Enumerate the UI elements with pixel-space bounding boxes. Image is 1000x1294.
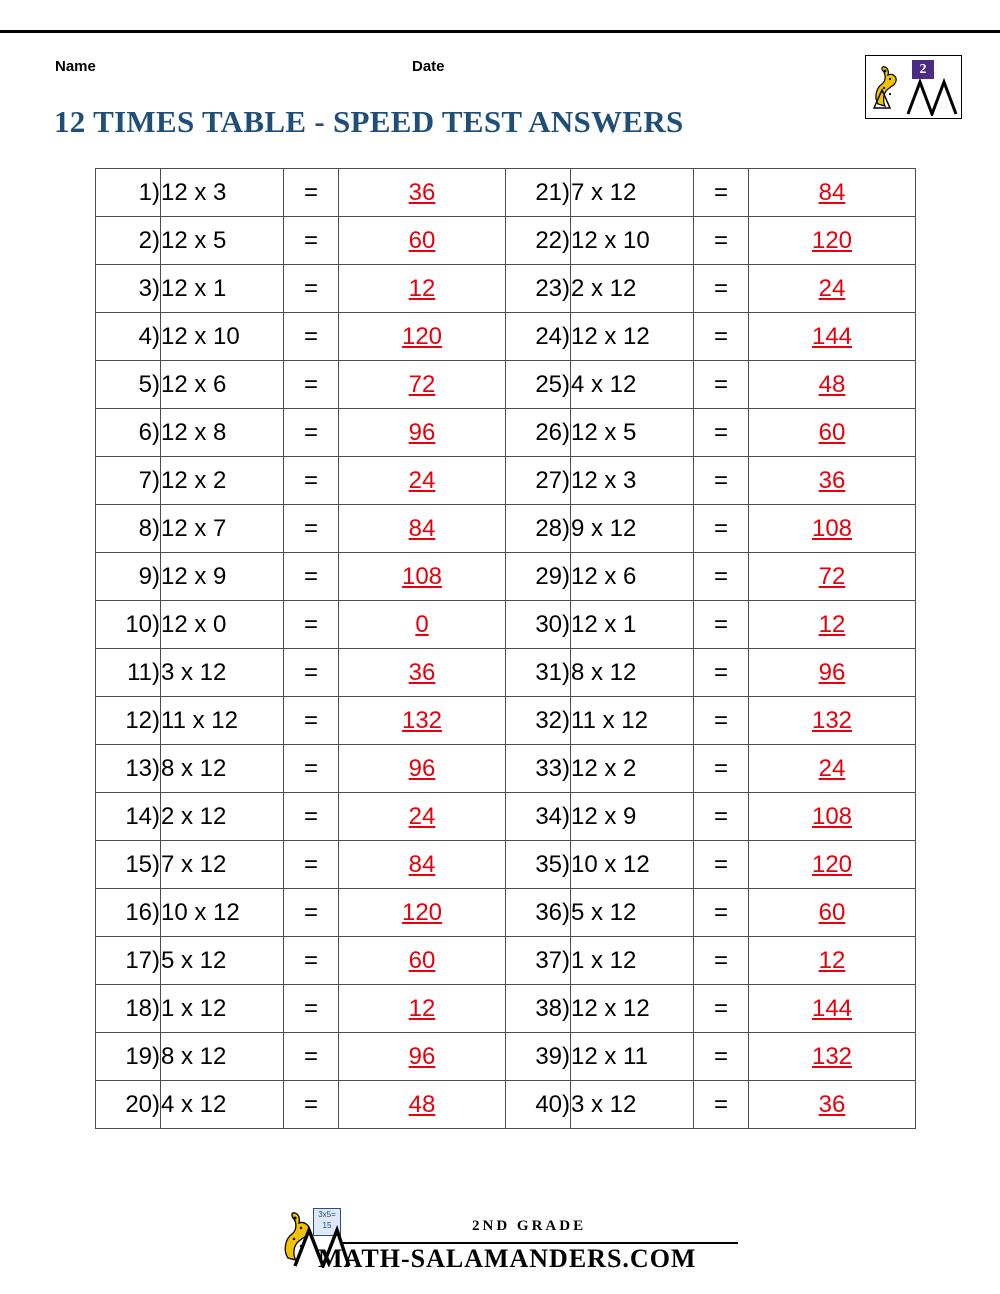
question-expression: 3 x 12 — [161, 649, 284, 697]
question-number: 7) — [96, 457, 161, 505]
equals-sign: = — [694, 793, 749, 841]
equals-sign: = — [694, 265, 749, 313]
equals-sign: = — [284, 937, 339, 985]
question-expression: 12 x 8 — [161, 409, 284, 457]
table-row — [96, 649, 916, 697]
question-expression: 12 x 9 — [161, 553, 284, 601]
question-number: 38) — [506, 985, 571, 1033]
answer-value — [339, 841, 506, 889]
equals-sign: = — [284, 553, 339, 601]
question-number: 34) — [506, 793, 571, 841]
answer-text: 24 — [818, 274, 846, 302]
answer-value — [339, 553, 506, 601]
question-expression: 12 x 2 — [571, 745, 694, 793]
answer-text: 36 — [408, 178, 436, 206]
answer-text: 84 — [408, 850, 436, 878]
question-expression: 12 x 11 — [571, 1033, 694, 1081]
question-expression: 12 x 10 — [571, 217, 694, 265]
answer-value — [339, 409, 506, 457]
page-title: 12 TIMES TABLE - SPEED TEST ANSWERS — [54, 104, 684, 139]
answer-value — [339, 649, 506, 697]
question-expression: 11 x 12 — [161, 697, 284, 745]
question-expression: 8 x 12 — [571, 649, 694, 697]
question-number: 39) — [506, 1033, 571, 1081]
table-row — [96, 457, 916, 505]
answer-value — [749, 601, 916, 649]
answer-value — [339, 937, 506, 985]
answer-text: 108 — [811, 802, 853, 830]
answer-text: 36 — [408, 658, 436, 686]
question-number: 1) — [96, 169, 161, 217]
speed-test-table — [95, 168, 916, 1129]
equals-sign: = — [694, 601, 749, 649]
answer-value — [339, 457, 506, 505]
footer-grade-label: 2ND GRADE — [472, 1218, 587, 1234]
question-number: 5) — [96, 361, 161, 409]
question-expression: 12 x 2 — [161, 457, 284, 505]
question-number: 24) — [506, 313, 571, 361]
answer-text: 36 — [818, 466, 846, 494]
question-expression: 10 x 12 — [161, 889, 284, 937]
question-expression: 12 x 7 — [161, 505, 284, 553]
answer-text: 60 — [408, 226, 436, 254]
question-expression: 7 x 12 — [161, 841, 284, 889]
equals-sign: = — [284, 601, 339, 649]
answer-value — [749, 745, 916, 793]
footer-mini-equation-line1: 3x5= — [318, 1210, 336, 1219]
answer-text: 60 — [408, 946, 436, 974]
question-expression: 12 x 9 — [571, 793, 694, 841]
question-number: 18) — [96, 985, 161, 1033]
table-row — [96, 265, 916, 313]
equals-sign: = — [284, 409, 339, 457]
answer-text: 96 — [408, 754, 436, 782]
math-salamanders-logo-badge — [865, 55, 962, 119]
answer-text: 132 — [811, 706, 853, 734]
question-expression: 12 x 1 — [161, 265, 284, 313]
equals-sign: = — [284, 457, 339, 505]
answer-text: 120 — [811, 226, 853, 254]
equals-sign: = — [284, 697, 339, 745]
answer-value — [749, 649, 916, 697]
question-number: 16) — [96, 889, 161, 937]
equals-sign: = — [694, 841, 749, 889]
answer-text: 120 — [401, 898, 443, 926]
table-row — [96, 985, 916, 1033]
answer-text: 12 — [408, 274, 436, 302]
answer-text: 84 — [408, 514, 436, 542]
answer-value — [749, 697, 916, 745]
answer-text: 144 — [811, 322, 853, 350]
equals-sign: = — [694, 697, 749, 745]
question-number: 33) — [506, 745, 571, 793]
equals-sign: = — [284, 1081, 339, 1129]
answer-value — [339, 601, 506, 649]
answer-text: 12 — [818, 610, 846, 638]
top-divider — [0, 30, 1000, 33]
answer-value — [339, 217, 506, 265]
answer-value — [749, 409, 916, 457]
equals-sign: = — [284, 985, 339, 1033]
footer-mini-equation-line2: 15 — [322, 1221, 332, 1230]
table-row — [96, 889, 916, 937]
table-row — [96, 841, 916, 889]
name-label: Name — [55, 58, 96, 75]
question-expression: 4 x 12 — [161, 1081, 284, 1129]
question-number: 30) — [506, 601, 571, 649]
salamander-icon — [872, 64, 906, 115]
answer-text: 12 — [408, 994, 436, 1022]
equals-sign: = — [284, 361, 339, 409]
answer-value — [339, 1033, 506, 1081]
answer-text: 48 — [818, 370, 846, 398]
question-number: 15) — [96, 841, 161, 889]
question-expression: 8 x 12 — [161, 745, 284, 793]
answer-value — [339, 265, 506, 313]
table-row — [96, 313, 916, 361]
equals-sign: = — [284, 217, 339, 265]
question-expression: 12 x 5 — [161, 217, 284, 265]
question-number: 3) — [96, 265, 161, 313]
answer-text: 132 — [811, 1042, 853, 1070]
question-number: 14) — [96, 793, 161, 841]
answer-text: 72 — [818, 562, 846, 590]
question-number: 22) — [506, 217, 571, 265]
table-row — [96, 745, 916, 793]
question-number: 23) — [506, 265, 571, 313]
question-expression: 9 x 12 — [571, 505, 694, 553]
answer-value — [339, 361, 506, 409]
question-expression: 2 x 12 — [571, 265, 694, 313]
equals-sign: = — [284, 505, 339, 553]
table-row — [96, 937, 916, 985]
question-number: 19) — [96, 1033, 161, 1081]
equals-sign: = — [694, 217, 749, 265]
answer-value — [749, 169, 916, 217]
answer-text: 60 — [818, 418, 846, 446]
answer-text: 96 — [408, 1042, 436, 1070]
answer-value — [749, 1081, 916, 1129]
answer-value — [339, 169, 506, 217]
equals-sign: = — [284, 793, 339, 841]
equals-sign: = — [694, 745, 749, 793]
equals-sign: = — [284, 265, 339, 313]
answer-value — [749, 793, 916, 841]
question-number: 27) — [506, 457, 571, 505]
answer-text: 24 — [818, 754, 846, 782]
question-expression: 12 x 12 — [571, 313, 694, 361]
answer-text: 144 — [811, 994, 853, 1022]
question-number: 36) — [506, 889, 571, 937]
answer-text: 12 — [818, 946, 846, 974]
question-number: 25) — [506, 361, 571, 409]
answer-text: 96 — [408, 418, 436, 446]
answer-text: 72 — [408, 370, 436, 398]
answer-value — [749, 457, 916, 505]
question-number: 29) — [506, 553, 571, 601]
badge-number: 2 — [912, 60, 934, 79]
question-expression: 7 x 12 — [571, 169, 694, 217]
question-expression: 5 x 12 — [571, 889, 694, 937]
equals-sign: = — [694, 1081, 749, 1129]
answer-text: 36 — [818, 1090, 846, 1118]
answer-value — [339, 793, 506, 841]
equals-sign: = — [694, 505, 749, 553]
equals-sign: = — [694, 169, 749, 217]
question-expression: 12 x 0 — [161, 601, 284, 649]
equals-sign: = — [694, 361, 749, 409]
date-label: Date — [412, 58, 445, 75]
table-row — [96, 505, 916, 553]
question-number: 37) — [506, 937, 571, 985]
answer-text: 84 — [818, 178, 846, 206]
question-number: 31) — [506, 649, 571, 697]
question-number: 21) — [506, 169, 571, 217]
answer-value — [749, 889, 916, 937]
answer-text: 96 — [818, 658, 846, 686]
question-number: 11) — [96, 649, 161, 697]
equals-sign: = — [284, 841, 339, 889]
question-number: 9) — [96, 553, 161, 601]
answer-value — [749, 937, 916, 985]
question-expression: 3 x 12 — [571, 1081, 694, 1129]
question-expression: 12 x 5 — [571, 409, 694, 457]
question-number: 10) — [96, 601, 161, 649]
answer-value — [749, 985, 916, 1033]
question-expression: 12 x 1 — [571, 601, 694, 649]
answer-text: 132 — [401, 706, 443, 734]
table-row — [96, 697, 916, 745]
answer-value — [339, 313, 506, 361]
equals-sign: = — [694, 937, 749, 985]
question-number: 13) — [96, 745, 161, 793]
question-number: 20) — [96, 1081, 161, 1129]
equals-sign: = — [694, 649, 749, 697]
answer-value — [749, 361, 916, 409]
equals-sign: = — [284, 889, 339, 937]
question-expression: 12 x 6 — [161, 361, 284, 409]
question-number: 26) — [506, 409, 571, 457]
answer-value — [749, 505, 916, 553]
answer-value — [339, 1081, 506, 1129]
table-row — [96, 553, 916, 601]
question-number: 6) — [96, 409, 161, 457]
answer-text: 48 — [408, 1090, 436, 1118]
table-row — [96, 1081, 916, 1129]
question-expression: 1 x 12 — [571, 937, 694, 985]
question-number: 8) — [96, 505, 161, 553]
table-row — [96, 361, 916, 409]
equals-sign: = — [694, 1033, 749, 1081]
question-number: 12) — [96, 697, 161, 745]
answer-text: 108 — [811, 514, 853, 542]
answer-value — [749, 841, 916, 889]
answer-text: 120 — [811, 850, 853, 878]
question-expression: 12 x 3 — [571, 457, 694, 505]
equals-sign: = — [694, 553, 749, 601]
table-row — [96, 1033, 916, 1081]
equals-sign: = — [284, 649, 339, 697]
answer-value — [749, 265, 916, 313]
answer-value — [339, 745, 506, 793]
answer-value — [749, 553, 916, 601]
question-number: 28) — [506, 505, 571, 553]
table-row — [96, 793, 916, 841]
logo-m-mark — [906, 76, 958, 116]
answer-value — [749, 217, 916, 265]
answer-text: 108 — [401, 562, 443, 590]
question-number: 35) — [506, 841, 571, 889]
answer-value — [339, 985, 506, 1033]
equals-sign: = — [694, 985, 749, 1033]
question-expression: 8 x 12 — [161, 1033, 284, 1081]
table-row — [96, 169, 916, 217]
answer-text: 60 — [818, 898, 846, 926]
question-expression: 1 x 12 — [161, 985, 284, 1033]
equals-sign: = — [284, 313, 339, 361]
question-number: 40) — [506, 1081, 571, 1129]
equals-sign: = — [694, 457, 749, 505]
answer-value — [749, 1033, 916, 1081]
answer-text: 24 — [408, 466, 436, 494]
answer-value — [339, 697, 506, 745]
question-number: 32) — [506, 697, 571, 745]
answer-text: 0 — [415, 610, 429, 638]
answer-text: 120 — [401, 322, 443, 350]
table-row — [96, 601, 916, 649]
question-expression: 12 x 10 — [161, 313, 284, 361]
equals-sign: = — [694, 313, 749, 361]
answer-value — [749, 313, 916, 361]
question-number: 17) — [96, 937, 161, 985]
question-number: 4) — [96, 313, 161, 361]
table-row — [96, 217, 916, 265]
footer-website-url: MATH-SALAMANDERS.COM — [318, 1244, 697, 1273]
equals-sign: = — [284, 745, 339, 793]
question-expression: 10 x 12 — [571, 841, 694, 889]
equals-sign: = — [284, 169, 339, 217]
equals-sign: = — [694, 889, 749, 937]
question-expression: 12 x 3 — [161, 169, 284, 217]
footer — [0, 1196, 1000, 1276]
table-row — [96, 409, 916, 457]
equals-sign: = — [284, 1033, 339, 1081]
worksheet-header — [0, 58, 1000, 82]
question-expression: 5 x 12 — [161, 937, 284, 985]
question-expression: 11 x 12 — [571, 697, 694, 745]
question-expression: 4 x 12 — [571, 361, 694, 409]
answer-value — [339, 505, 506, 553]
answer-text: 24 — [408, 802, 436, 830]
question-expression: 12 x 6 — [571, 553, 694, 601]
question-expression: 2 x 12 — [161, 793, 284, 841]
question-number: 2) — [96, 217, 161, 265]
answer-value — [339, 889, 506, 937]
equals-sign: = — [694, 409, 749, 457]
question-expression: 12 x 12 — [571, 985, 694, 1033]
